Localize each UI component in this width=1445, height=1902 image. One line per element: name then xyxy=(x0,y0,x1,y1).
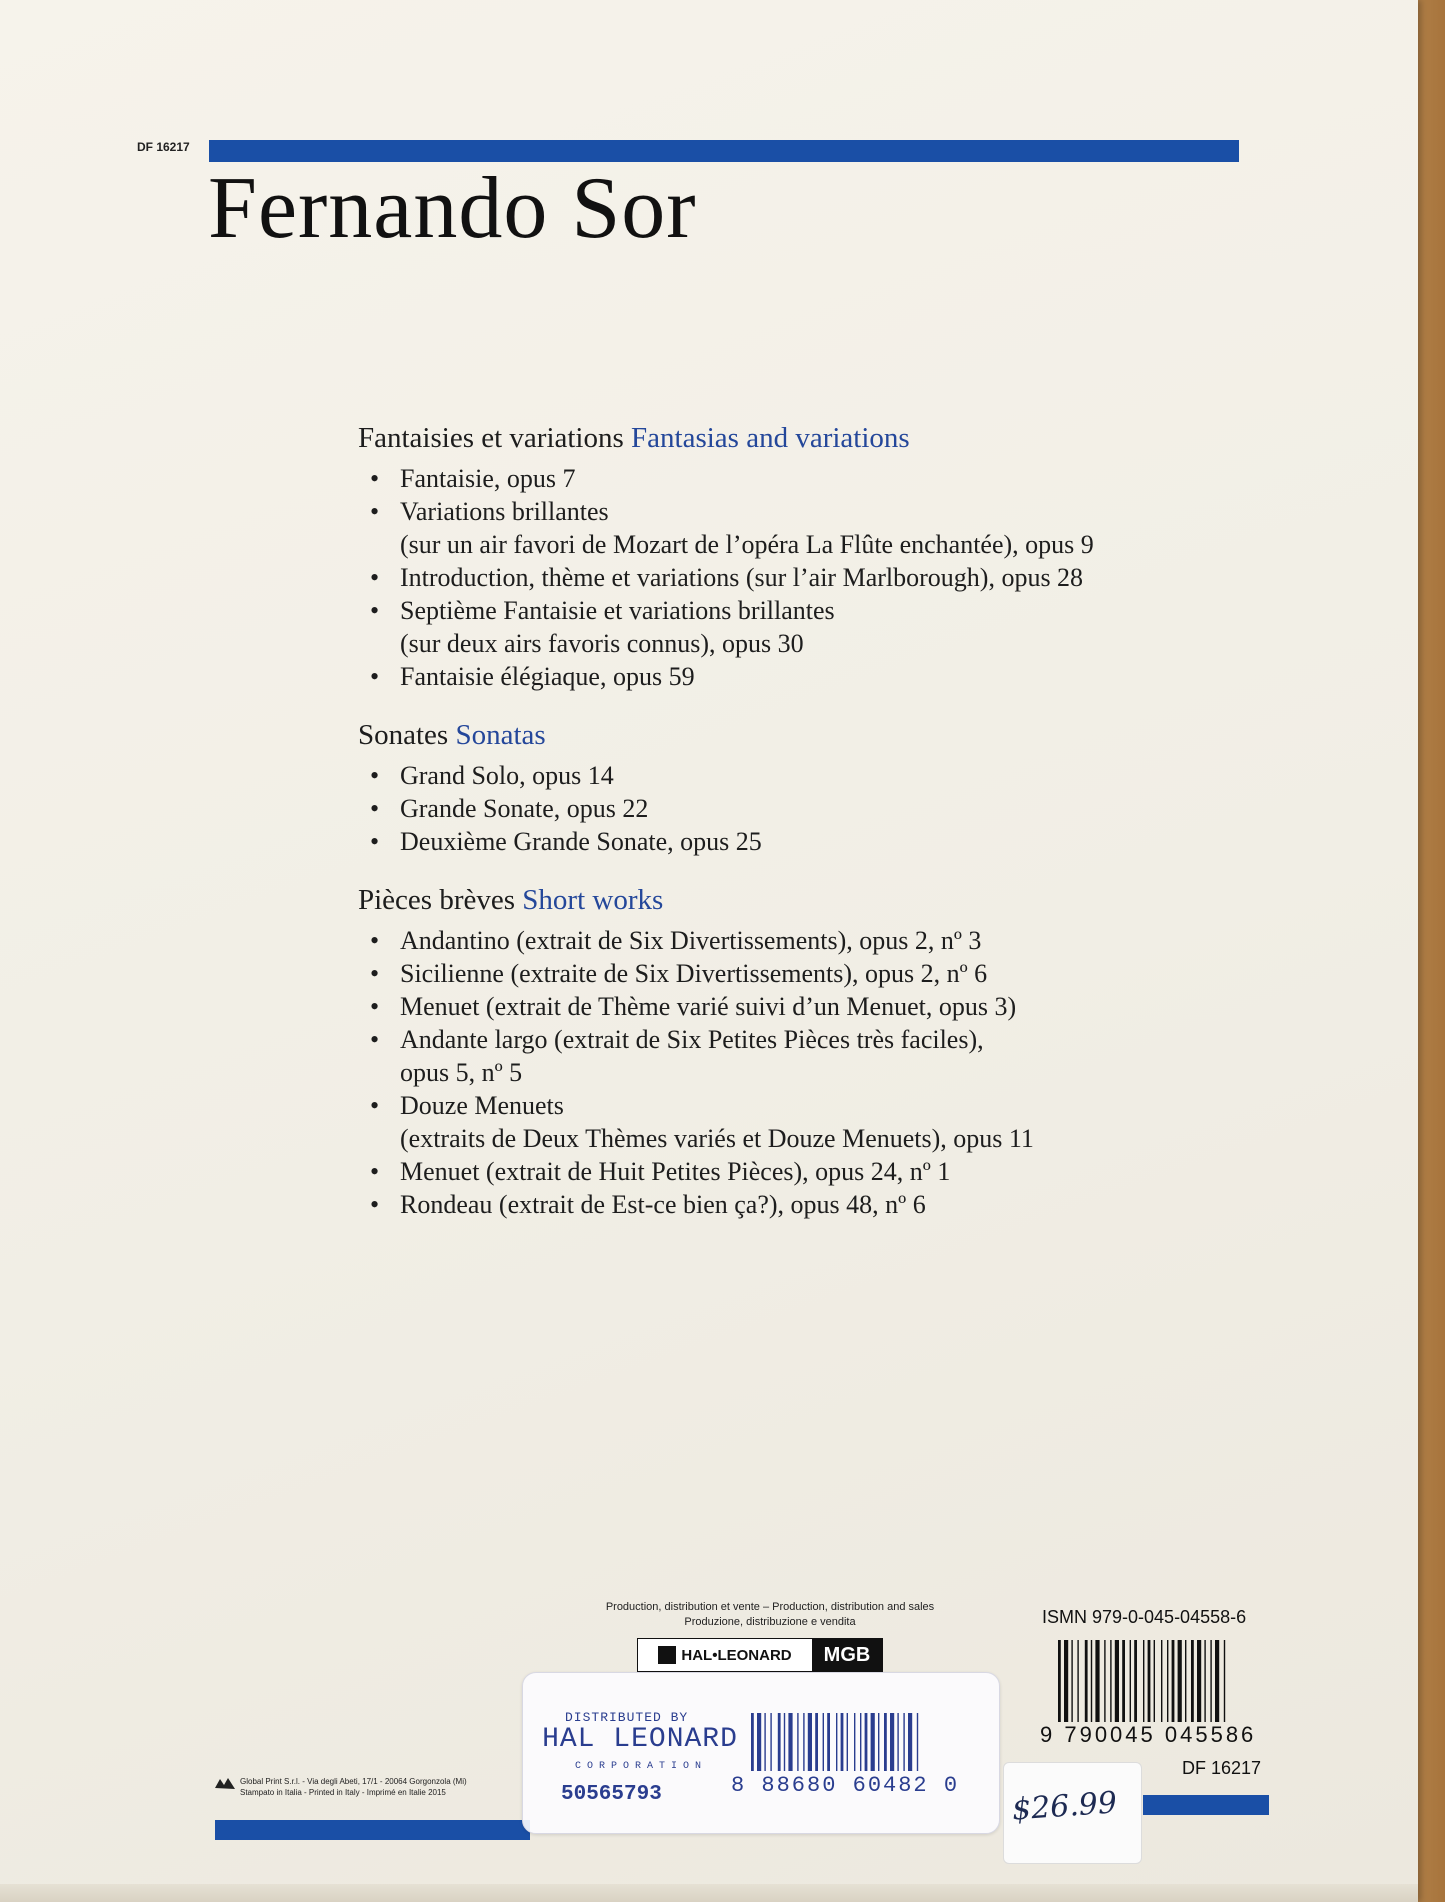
heading-french: Sonates xyxy=(358,719,449,751)
item-continuation: (sur deux airs favoris connus), opus 30 xyxy=(400,629,804,658)
item-continuation: (extraits de Deux Thèmes variés et Douze Menuets), opus 11 xyxy=(400,1124,1034,1153)
item-line: Variations brillantes xyxy=(400,497,609,526)
price-tag xyxy=(1003,1762,1142,1864)
section-heading xyxy=(358,418,1218,458)
works-list xyxy=(358,759,1218,858)
item-line: Introduction, thème et variations (sur l’air Marlborough), opus 28 xyxy=(400,563,1084,592)
list-item xyxy=(370,462,1218,495)
heading-french: Fantaisies et variations xyxy=(358,422,624,454)
list-item xyxy=(370,1188,1218,1221)
item-line: Menuet (extrait de Huit Petites Pièces), opus 24, nº 1 xyxy=(400,1157,951,1186)
sticker-sku: 50565793 xyxy=(561,1783,662,1806)
composer-title: Fernando Sor xyxy=(208,160,697,257)
barcode-digits: 9 790045 045586 xyxy=(1040,1722,1257,1747)
hal-leonard-wordmark xyxy=(638,1639,812,1671)
item-continuation: opus 5, nº 5 xyxy=(400,1058,523,1087)
catalog-code-bottom: DF 16217 xyxy=(1182,1758,1262,1778)
ismn-number: ISMN 979-0-045-04558-6 xyxy=(1042,1607,1247,1627)
item-line: Sicilienne (extraite de Six Divertissements), opus 2, nº 6 xyxy=(400,959,988,988)
heading-english: Short works xyxy=(522,884,664,916)
list-item xyxy=(370,495,1218,561)
bottom-accent-bar-right xyxy=(1143,1795,1269,1815)
item-line: Douze Menuets xyxy=(400,1091,564,1120)
list-item xyxy=(370,1023,1218,1089)
list-item xyxy=(370,1155,1218,1188)
item-line: Grande Sonate, opus 22 xyxy=(400,794,649,823)
heading-english: Sonatas xyxy=(455,719,546,751)
list-item xyxy=(370,660,1218,693)
works-list xyxy=(358,462,1218,693)
sticker-barcode-icon xyxy=(751,1713,976,1771)
distributor-sticker xyxy=(522,1672,1000,1834)
bottom-accent-bar-left xyxy=(215,1820,530,1840)
item-line: Fantaisie élégiaque, opus 59 xyxy=(400,662,695,691)
item-continuation: (sur un air favori de Mozart de l’opéra La Flûte enchantée), opus 9 xyxy=(400,530,1094,559)
works-list xyxy=(358,924,1218,1221)
printer-logo-icon xyxy=(214,1776,236,1792)
contents-list xyxy=(358,418,1218,1243)
publisher-logo xyxy=(637,1638,883,1672)
item-line: Andantino (extrait de Six Divertissements), opus 2, nº 3 xyxy=(400,926,982,955)
mgb-wordmark: MGB xyxy=(812,1639,882,1671)
section-heading xyxy=(358,880,1218,920)
ismn-barcode-icon xyxy=(1058,1640,1268,1722)
item-line: Andante largo (extrait de Six Petites Pièces très faciles), xyxy=(400,1025,984,1054)
distribution-note xyxy=(560,1600,980,1630)
sticker-distributed-by: DISTRIBUTED BY xyxy=(565,1710,689,1725)
printer-info xyxy=(240,1776,520,1798)
section-sonatas xyxy=(358,715,1218,858)
page-bottom-edge xyxy=(0,1884,1418,1902)
catalog-code-top: DF 16217 xyxy=(137,140,190,154)
heading-english: Fantasias and variations xyxy=(631,422,910,454)
section-heading xyxy=(358,715,1218,755)
list-item xyxy=(370,990,1218,1023)
printer-line-2: Stampato in Italia - Printed in Italy - Imprimé en Italie 2015 xyxy=(240,1788,446,1797)
item-line: Fantaisie, opus 7 xyxy=(400,464,576,493)
list-item xyxy=(370,1089,1218,1155)
section-short-works xyxy=(358,880,1218,1221)
item-line: Septième Fantaisie et variations brillantes xyxy=(400,596,835,625)
distribution-line-1: Production, distribution et vente – Production, distribution and sales xyxy=(605,1601,935,1613)
item-line: Menuet (extrait de Thème varié suivi d’un Menuet, opus 3) xyxy=(400,992,1017,1021)
list-item xyxy=(370,759,1218,792)
printer-line-1: Global Print S.r.l. - Via degli Abeti, 17/1 - 20064 Gorgonzola (Mi) xyxy=(240,1777,467,1786)
heading-french: Pièces brèves xyxy=(358,884,516,916)
distribution-line-2: Produzione, distribuzione e vendita xyxy=(684,1616,856,1628)
item-line: Grand Solo, opus 14 xyxy=(400,761,614,790)
list-item xyxy=(370,825,1218,858)
section-fantasias xyxy=(358,418,1218,693)
list-item xyxy=(370,792,1218,825)
item-line: Deuxième Grande Sonate, opus 25 xyxy=(400,827,762,856)
list-item xyxy=(370,561,1218,594)
sticker-brand: HAL LEONARD xyxy=(542,1724,738,1755)
logo-left-text: HAL•LEONARD xyxy=(681,1646,792,1664)
sticker-barcode-digits: 8 88680 60482 0 xyxy=(731,1773,960,1798)
list-item xyxy=(370,594,1218,660)
hal-leonard-logo-icon xyxy=(658,1646,676,1664)
item-line: Rondeau (extrait de Est-ce bien ça?), opus 48, nº 6 xyxy=(400,1190,926,1219)
sticker-corporation: CORPORATION xyxy=(574,1761,707,1772)
list-item xyxy=(370,957,1218,990)
list-item xyxy=(370,924,1218,957)
handwritten-price: $26.99 xyxy=(1010,1785,1119,1828)
